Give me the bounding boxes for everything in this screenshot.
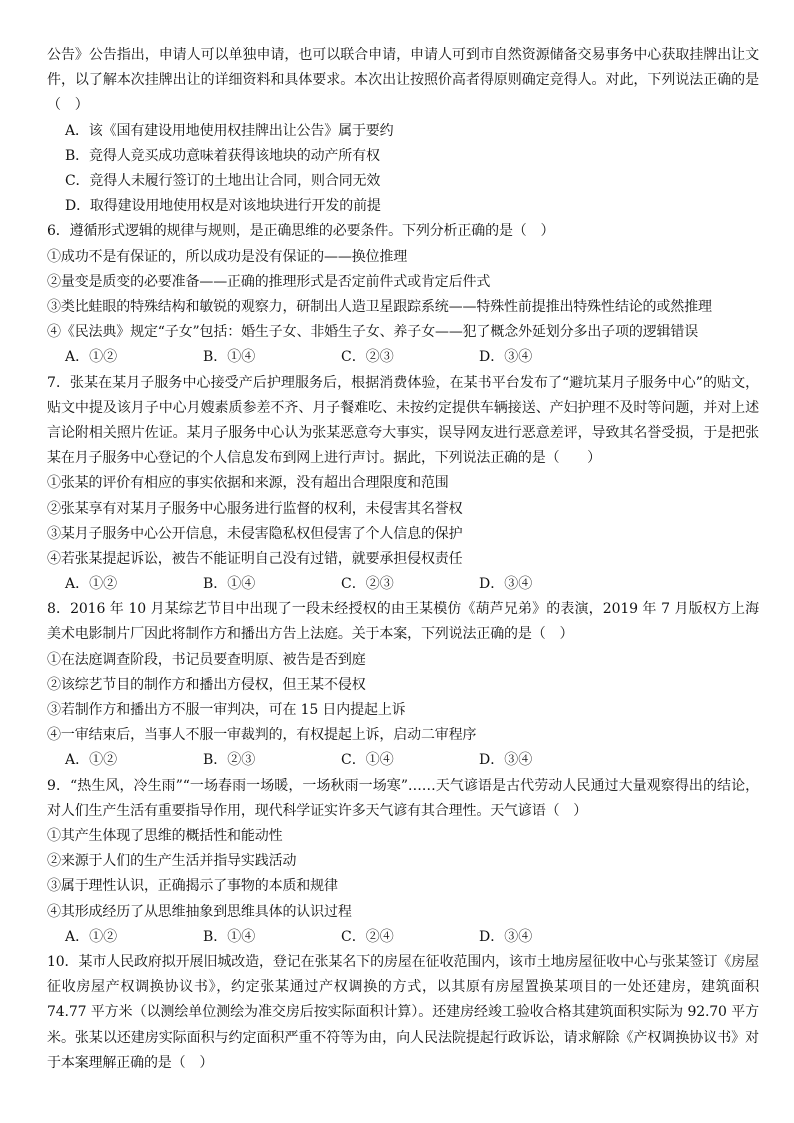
q8-choice-b: B．②③: [203, 752, 256, 769]
q6-choice-c: C．②③: [341, 349, 394, 366]
q5-stem-continuation: 公告》公告指出，申请人可以单独申请，也可以联合申请，申请人可到市自然资源储备交易事务中心获取挂牌出让文件，以了解本次挂牌出让的详细资料和具体要求。本次出让按照价高者得原则确定竞得人。对此，下列说法正确的是（ ）: [47, 47, 759, 114]
q9-choice-a: A．①②: [65, 928, 118, 945]
q9-statement-4: ④其形成经历了从思维抽象到思维具体的认识过程: [47, 903, 352, 920]
q8-statement-3: ③若制作方和播出方不服一审判决，可在 15 日内提起上诉: [47, 702, 406, 719]
q8-stem: 8．2016 年 10 月某综艺节目中出现了一段未经授权的由王某模仿《葫芦兄弟》的表演，2019 年 7 月版权方上海美术电影制片厂因此将制作方和播出方告上法庭。关于本案，下列说法正确的是（ ）: [47, 601, 759, 643]
q8-choice-c: C．①④: [341, 752, 394, 769]
q7-stem: 7．张某在某月子服务中心接受产后护理服务后，根据消费体验，在某书平台发布了“避坑某月子服务中心”的贴文，贴文中提及该月子中心月嫂素质参差不齐、月子餐难吃、未按约定提供车辆接送、产妇护理不及时等问题，并对上述言论附相关照片佐证。某月子服务中心认为张某恶意夸大事实，误导网友进行恶意差评，导致其名誉受损，于是把张某在月子服务中心登记的个人信息发布到网上进行声讨。据此，下列说法正确的是（ ）: [47, 374, 759, 467]
q6-stem: 6．遵循形式逻辑的规律与规则，是正确思维的必要条件。下列分析正确的是（ ）: [47, 223, 555, 240]
q7-choice-c: C．②③: [341, 576, 394, 593]
q7-choice-b: B．①④: [203, 576, 256, 593]
q7-statement-3: ③某月子服务中心公开信息，未侵害隐私权但侵害了个人信息的保护: [47, 525, 463, 542]
q5-option-c: C．竞得人未履行签订的土地出让合同，则合同无效: [65, 172, 381, 189]
q6-choice-d: D．③④: [479, 349, 533, 366]
q9-stem: 9．“热生风，冷生雨”“一场春雨一场暖，一场秋雨一场寒”……天气谚语是古代劳动人民通过大量观察得出的结论，对人们生产生活有重要指导作用，现代科学证实许多天气谚有其合理性。天气谚语（ ）: [47, 777, 759, 819]
q8-choice-a: A．①②: [65, 752, 118, 769]
q7-statement-2: ②张某享有对某月子服务中心服务进行监督的权利，未侵害其名誉权: [47, 500, 463, 517]
q9-choice-d: D．③④: [479, 928, 533, 945]
q7-choice-d: D．③④: [479, 576, 533, 593]
q9-statement-3: ③属于理性认识，正确揭示了事物的本质和规律: [47, 878, 338, 895]
q8-statement-1: ①在法庭调查阶段，书记员要查明原、被告是否到庭: [47, 651, 366, 668]
q6-choice-b: B．①④: [203, 349, 256, 366]
q8-choice-d: D．③④: [479, 752, 533, 769]
q6-statement-3: ③类比蛙眼的特殊结构和敏锐的观察力，研制出人造卫星跟踪系统——特殊性前提推出特殊性结论的或然推理: [47, 298, 712, 315]
q6-statement-4: ④《民法典》规定“子女”包括：婚生子女、非婚生子女、养子女——犯了概念外延划分多出子项的逻辑错误: [47, 324, 699, 341]
q7-choice-a: A．①②: [65, 576, 118, 593]
q6-choice-a: A．①②: [65, 349, 118, 366]
q9-choice-b: B．①④: [203, 928, 256, 945]
q5-option-d: D．取得建设用地使用权是对该地块进行开发的前提: [65, 198, 381, 215]
q8-choices: [47, 748, 759, 773]
q6-choices: [47, 345, 759, 370]
q9-statement-1: ①其产生体现了思维的概括性和能动性: [47, 828, 283, 844]
q5-option-b: B．竞得人竞买成功意味着获得该地块的动产所有权: [65, 147, 380, 164]
q8-statement-2: ②该综艺节目的制作方和播出方侵权，但王某不侵权: [47, 676, 366, 693]
q8-statement-4: ④一审结束后，当事人不服一审裁判的，有权提起上诉，启动二审程序: [47, 727, 477, 744]
q10-stem: 10．某市人民政府拟开展旧城改造，登记在张某名下的房屋在征收范围内，该市土地房屋征收中心与张某签订《房屋征收房屋产权调换协议书》，约定张某通过产权调换的方式，以其原有房屋置换某项目的一处还建房，建筑面积 74.77 平方米（以测绘单位测绘为准交房后按实际面积计算）。还建房经竣工验收合格其建筑面积实际为 92.70 平方米。张某以还建房实际面积与约定面积严重不符等为由，向人民法院提起行政诉讼，请求解除《产权调换协议书》对于本案理解正确的是（ ）: [47, 953, 759, 1071]
q6-statement-1: ①成功不是有保证的，所以成功是没有保证的——换位推理: [47, 248, 408, 265]
q7-statement-4: ④若张某提起诉讼，被告不能证明自己没有过错，就要承担侵权责任: [47, 550, 463, 567]
q9-statement-2: ②来源于人们的生产生活并指导实践活动: [47, 853, 297, 870]
q5-option-a: A．该《国有建设用地使用权挂牌出让公告》属于要约: [65, 122, 394, 139]
q7-statement-1: ①张某的评价有相应的事实依据和来源，没有超出合理限度和范围: [47, 475, 449, 492]
page-content: [47, 43, 759, 1076]
q9-choice-c: C．②④: [341, 928, 394, 945]
q7-choices: [47, 572, 759, 597]
q6-statement-2: ②量变是质变的必要准备——正确的推理形式是否定前件式或肯定后件式: [47, 273, 491, 290]
q9-choices: [47, 925, 759, 950]
